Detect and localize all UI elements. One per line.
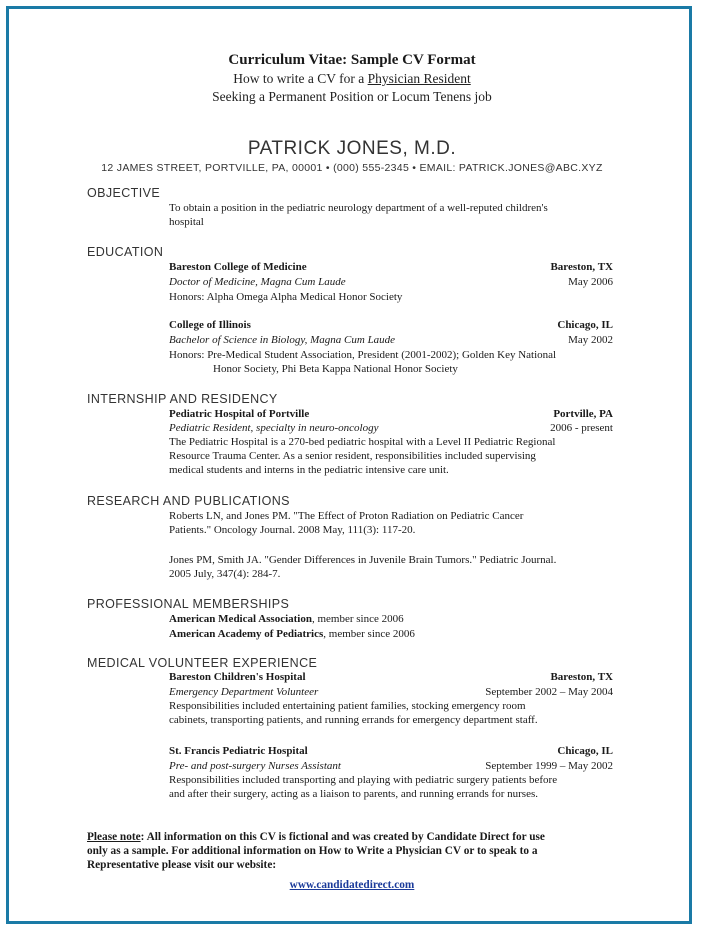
publication-line: Patients." Oncology Journal. 2008 May, 111(3): 117-20.: [169, 524, 416, 536]
internship-desc: Resource Trauma Center. As a senior resident, responsibilities included supervising: [169, 450, 536, 462]
volunteer-desc: cabinets, transporting patients, and running errands for emergency department staff.: [169, 714, 538, 726]
subtitle-underlined: Physician Resident: [367, 71, 471, 86]
document-subtitle: [9, 71, 695, 87]
website-link[interactable]: www.candidatedirect.com: [289, 879, 415, 891]
document-subtitle-2: Seeking a Permanent Position or Locum Tenens job: [212, 89, 492, 104]
volunteer-date: September 2002 – May 2004: [485, 686, 613, 698]
education-date: May 2002: [568, 334, 613, 346]
volunteer-role: Pre- and post-surgery Nurses Assistant: [169, 760, 341, 772]
membership-since: , member since 2006: [311, 613, 404, 625]
internship-desc: The Pediatric Hospital is a 270-bed pediatric hospital with a Level II Pediatric Regional: [169, 436, 556, 448]
section-heading-objective: OBJECTIVE: [87, 186, 161, 200]
internship-desc: medical students and interns in the pediatric intensive care unit.: [169, 464, 449, 476]
section-heading-research: RESEARCH AND PUBLICATIONS: [87, 494, 290, 508]
objective-text-line: To obtain a position in the pediatric neurology department of a well-reputed children's: [169, 202, 548, 214]
education-location: Bareston, TX: [550, 261, 613, 273]
contact-line: 12 JAMES STREET, PORTVILLE, PA, 00001 • (000) 555-2345 • EMAIL: PATRICK.JONES@ABC.XYZ: [101, 162, 603, 174]
membership-name: American Academy of Pediatrics: [169, 628, 324, 640]
note-label: Please note: [87, 831, 141, 843]
note-text: : All information on this CV is fictional and was created by Candidate Direct for use: [140, 831, 545, 843]
subtitle-text: How to write a CV for a: [233, 71, 368, 86]
volunteer-date: September 1999 – May 2002: [485, 760, 613, 772]
document-title: Curriculum Vitae: Sample CV Format: [228, 52, 476, 68]
objective-text-line: hospital: [169, 216, 204, 228]
education-school: Bareston College of Medicine: [169, 261, 307, 273]
education-honors: Honor Society, Phi Beta Kappa National Honor Society: [213, 363, 458, 375]
education-honors: Honors: Pre-Medical Student Association, President (2001-2002); Golden Key National: [169, 349, 557, 361]
internship-date: 2006 - present: [550, 422, 613, 434]
education-date: May 2006: [568, 276, 613, 288]
internship-org: Pediatric Hospital of Portville: [169, 408, 310, 420]
education-degree: Bachelor of Science in Biology, Magna Cum Laude: [169, 334, 396, 346]
volunteer-org: Bareston Children's Hospital: [169, 671, 306, 683]
volunteer-role: Emergency Department Volunteer: [169, 686, 319, 698]
section-heading-education: EDUCATION: [87, 245, 164, 259]
education-degree: Doctor of Medicine, Magna Cum Laude: [169, 276, 346, 288]
internship-role: Pediatric Resident, specialty in neuro-oncology: [169, 422, 379, 434]
membership-name: American Medical Association: [169, 613, 312, 625]
section-heading-memberships: PROFESSIONAL MEMBERSHIPS: [87, 597, 290, 611]
volunteer-location: Bareston, TX: [550, 671, 613, 683]
publication-line: Roberts LN, and Jones PM. "The Effect of Proton Radiation on Pediatric Cancer: [169, 510, 524, 522]
footer-link-wrap: [9, 875, 695, 893]
publication-line: Jones PM, Smith JA. "Gender Differences in Juvenile Brain Tumors." Pediatric Journal.: [169, 554, 557, 566]
membership-since: , member since 2006: [323, 628, 415, 640]
volunteer-location: Chicago, IL: [557, 745, 613, 757]
footer-note-line: only as a sample. For additional information on How to Write a Physician CV or to speak to a: [87, 845, 538, 857]
volunteer-desc: and after their surgery, acting as a liaison to parents, and running errands for nurses.: [169, 788, 538, 800]
membership-item: [169, 628, 415, 640]
internship-location: Portville, PA: [553, 408, 613, 420]
volunteer-desc: Responsibilities included entertaining patient families, stocking emergency room: [169, 700, 526, 712]
membership-item: [169, 613, 404, 625]
education-school: College of Illinois: [169, 319, 251, 331]
volunteer-org: St. Francis Pediatric Hospital: [169, 745, 308, 757]
volunteer-desc: Responsibilities included transporting and playing with pediatric surgery patients before: [169, 774, 558, 786]
footer-note-line: Representative please visit our website:: [87, 859, 277, 871]
person-name: PATRICK JONES, M.D.: [247, 138, 457, 159]
document-frame: [6, 6, 692, 924]
section-heading-volunteer: MEDICAL VOLUNTEER EXPERIENCE: [87, 656, 318, 670]
education-honors: Honors: Alpha Omega Alpha Medical Honor Society: [169, 291, 403, 303]
publication-line: 2005 July, 347(4): 284-7.: [169, 568, 281, 580]
section-heading-internship: INTERNSHIP AND RESIDENCY: [87, 392, 278, 406]
education-location: Chicago, IL: [557, 319, 613, 331]
footer-note-line: [87, 831, 545, 843]
